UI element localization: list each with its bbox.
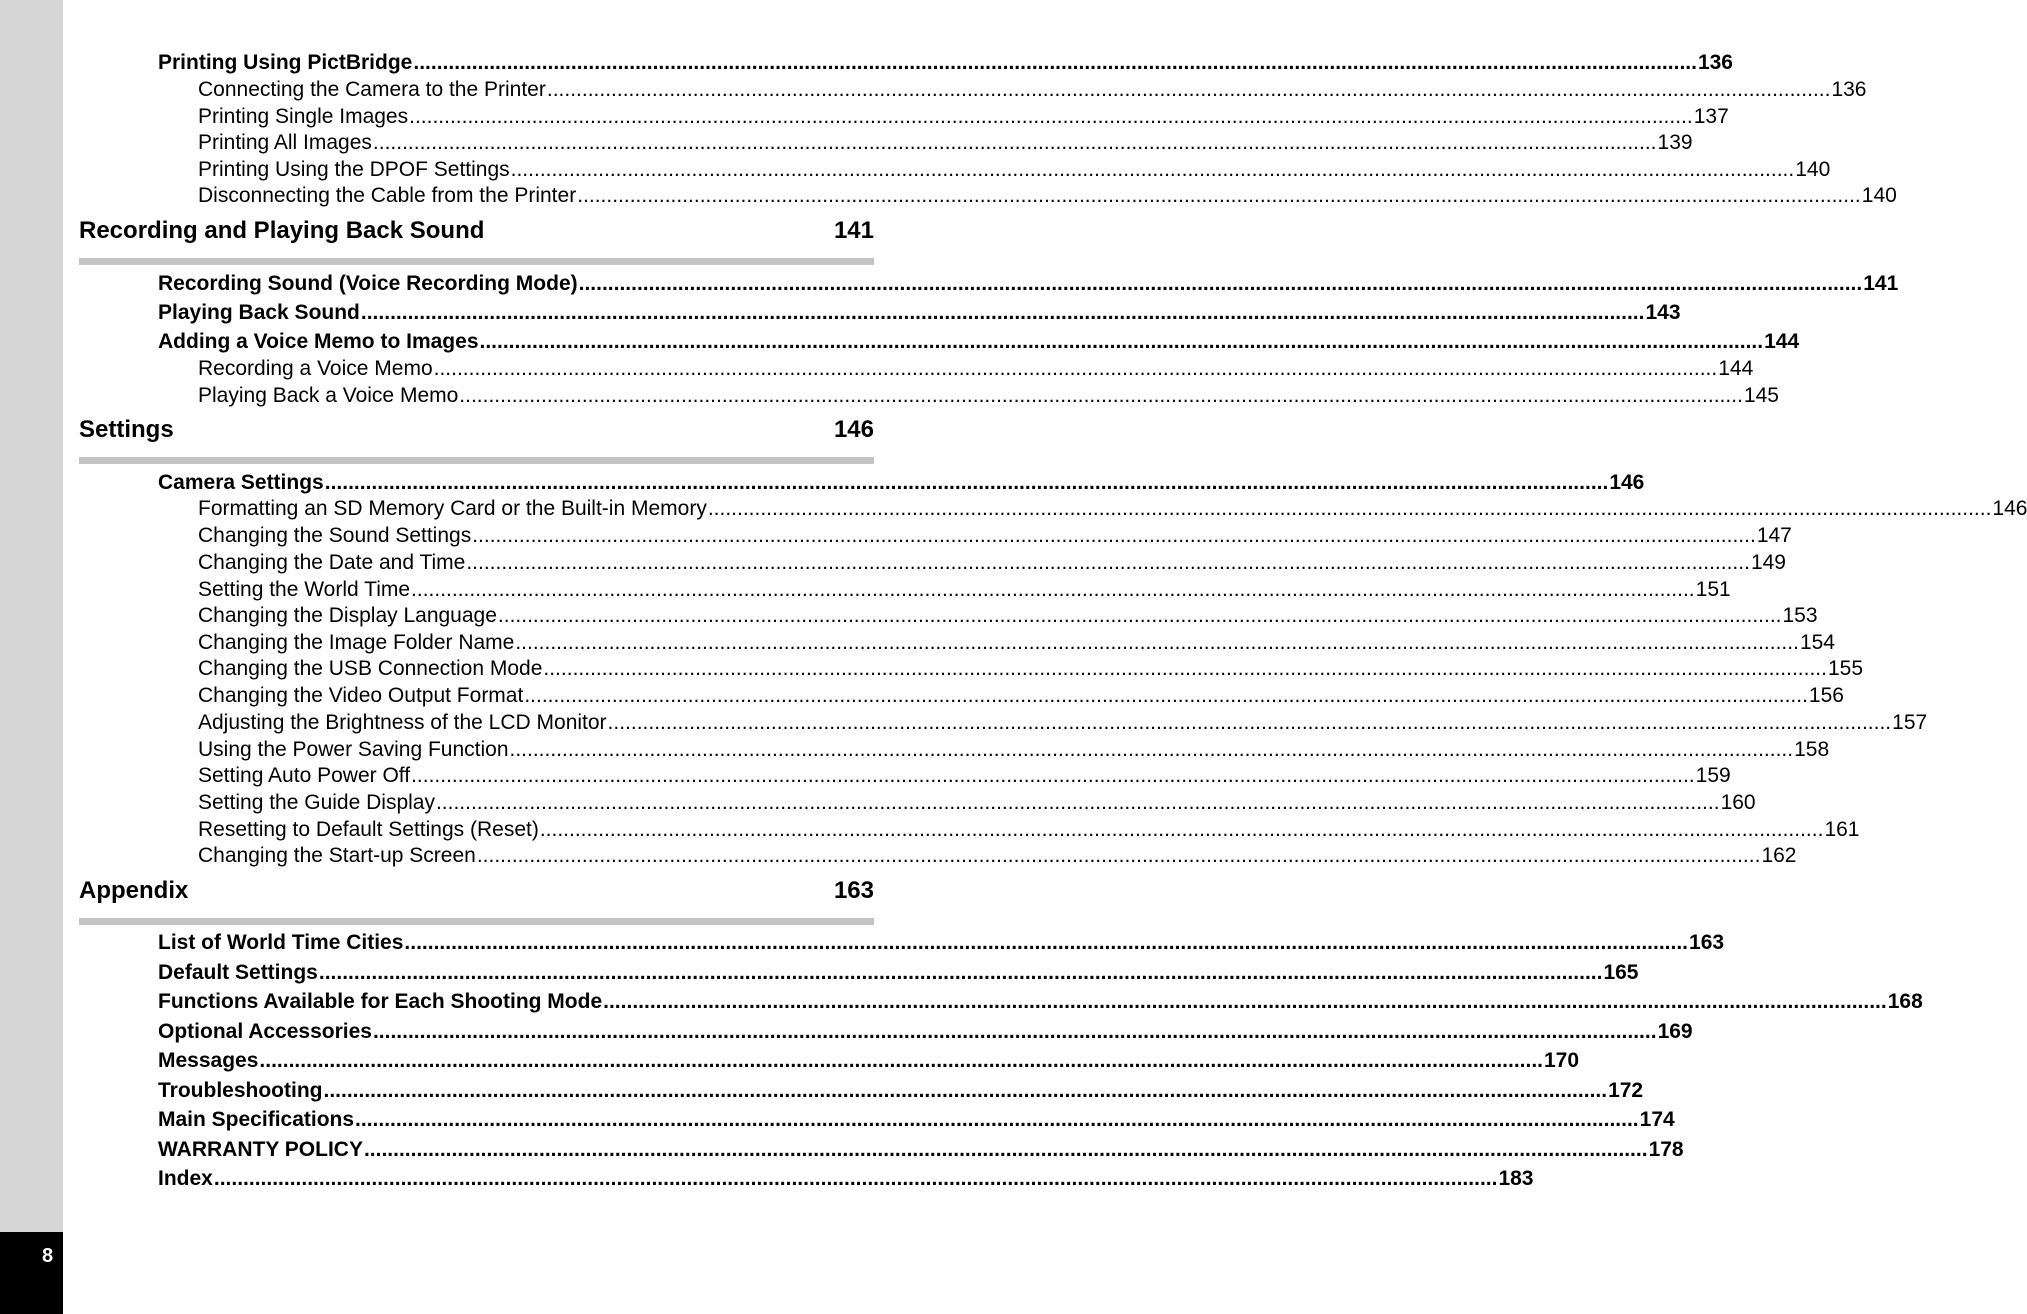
- dot-leader: ............................................................................................................................................................................................................................: [259, 1049, 1543, 1072]
- entry-page-number: 174: [1639, 1108, 1675, 1131]
- entry-title: Printing Using the DPOF Settings: [198, 158, 510, 181]
- entry-title: Recording Sound (Voice Recording Mode): [158, 272, 578, 295]
- toc-subentry[interactable]: [198, 630, 1835, 656]
- entry-page-number: 172: [1608, 1079, 1644, 1102]
- entry-page-number: 146: [1609, 471, 1645, 494]
- dot-leader: ............................................................................................................................................................................................................................: [318, 961, 1603, 984]
- entry-page-number: 156: [1808, 684, 1844, 707]
- section-title: Recording and Playing Back Sound: [79, 217, 485, 244]
- dot-leader: ............................................................................................................................................................................................................................: [524, 684, 1808, 707]
- entry-page-number: 169: [1657, 1020, 1693, 1043]
- entry-title: Disconnecting the Cable from the Printer: [198, 184, 577, 207]
- entry-title: Formatting an SD Memory Card or the Built-in Memory: [198, 497, 707, 520]
- dot-leader: ............................................................................................................................................................................................................................: [577, 184, 1861, 207]
- entry-page-number: 153: [1782, 604, 1818, 627]
- dot-leader: ............................................................................................................................................................................................................................: [363, 1138, 1648, 1161]
- entry-page-number: 170: [1544, 1049, 1580, 1072]
- toc-entry[interactable]: [158, 470, 1645, 496]
- entry-title: WARRANTY POLICY: [158, 1138, 363, 1161]
- dot-leader: ............................................................................................................................................................................................................................: [509, 738, 1794, 761]
- dot-leader: ............................................................................................................................................................................................................................: [411, 578, 1695, 601]
- dot-leader: ............................................................................................................................................................................................................................: [355, 1108, 1639, 1131]
- toc-entry[interactable]: [158, 989, 1923, 1015]
- entry-title: Default Settings: [158, 961, 318, 984]
- dot-leader: ............................................................................................................................................................................................................................: [603, 990, 1887, 1013]
- entry-title: Playing Back a Voice Memo: [198, 384, 459, 407]
- entry-page-number: 155: [1827, 657, 1864, 680]
- dot-leader: ............................................................................................................................................................................................................................: [372, 131, 1657, 154]
- dot-leader: ............................................................................................................................................................................................................................: [707, 497, 1992, 520]
- section-page-number: 146: [833, 416, 874, 443]
- entry-title: Using the Power Saving Function: [198, 738, 509, 761]
- dot-leader: ............................................................................................................................................................................................................................: [324, 471, 1609, 494]
- entry-page-number: 165: [1603, 961, 1639, 984]
- section-divider: [79, 258, 874, 265]
- entry-page-number: 149: [1750, 551, 1786, 574]
- toc-subentry[interactable]: [198, 843, 1797, 869]
- dot-leader: ............................................................................................................................................................................................................................: [411, 764, 1695, 787]
- entry-title: Connecting the Camera to the Printer: [198, 78, 546, 101]
- dot-leader: ............................................................................................................................................................................................................................: [607, 711, 1892, 734]
- entry-page-number: 141: [1863, 272, 1899, 295]
- toc-subentry[interactable]: [198, 77, 1867, 103]
- toc-subentry[interactable]: [198, 656, 1864, 682]
- entry-title: Changing the USB Connection Mode: [198, 657, 543, 680]
- toc-entry[interactable]: [158, 329, 1800, 355]
- toc-subentry[interactable]: [198, 356, 1754, 382]
- toc-subentry[interactable]: [198, 383, 1779, 409]
- entry-title: Printing Single Images: [198, 105, 409, 128]
- toc-subentry[interactable]: [198, 130, 1693, 156]
- entry-title: Resetting to Default Settings (Reset): [198, 818, 539, 841]
- entry-title: List of World Time Cities: [158, 931, 404, 954]
- section-divider: [79, 457, 874, 464]
- toc-subentry[interactable]: [198, 523, 1792, 549]
- toc-subentry[interactable]: [198, 603, 1818, 629]
- section-title: Settings: [79, 416, 174, 443]
- toc-subentry[interactable]: [198, 496, 2027, 522]
- entry-page-number: 168: [1887, 990, 1923, 1013]
- entry-page-number: 178: [1648, 1138, 1684, 1161]
- entry-page-number: 160: [1720, 791, 1756, 814]
- section-heading[interactable]: [79, 876, 874, 906]
- toc-entry[interactable]: [158, 1048, 1580, 1074]
- entry-title: Main Specifications: [158, 1108, 355, 1131]
- toc-entry[interactable]: [158, 1166, 1534, 1192]
- entry-title: Printing Using PictBridge: [158, 51, 413, 74]
- toc-entry[interactable]: [158, 1137, 1684, 1163]
- dot-leader: ............................................................................................................................................................................................................................: [413, 51, 1697, 74]
- entry-page-number: 157: [1892, 711, 1928, 734]
- toc-subentry[interactable]: [198, 157, 1831, 183]
- entry-title: Recording a Voice Memo: [198, 357, 433, 380]
- entry-title: Troubleshooting: [158, 1079, 323, 1102]
- dot-leader: ............................................................................................................................................................................................................................: [372, 1020, 1657, 1043]
- toc-entry[interactable]: [158, 1078, 1644, 1104]
- page-sidebar: [0, 0, 63, 1314]
- dot-leader: ............................................................................................................................................................................................................................: [539, 818, 1824, 841]
- dot-leader: ............................................................................................................................................................................................................................: [476, 844, 1761, 867]
- entry-page-number: 140: [1795, 158, 1831, 181]
- dot-leader: ............................................................................................................................................................................................................................: [479, 330, 1764, 353]
- toc-subentry[interactable]: [198, 550, 1786, 576]
- entry-title: Index: [158, 1167, 213, 1190]
- entry-title: Setting the World Time: [198, 578, 411, 601]
- dot-leader: ............................................................................................................................................................................................................................: [323, 1079, 1608, 1102]
- dot-leader: ............................................................................................................................................................................................................................: [409, 105, 1693, 128]
- entry-title: Setting Auto Power Off: [198, 764, 411, 787]
- dot-leader: ............................................................................................................................................................................................................................: [546, 78, 1831, 101]
- entry-page-number: 147: [1756, 524, 1792, 547]
- entry-page-number: 159: [1695, 764, 1731, 787]
- entry-title: Changing the Start-up Screen: [198, 844, 476, 867]
- toc-entry[interactable]: [158, 271, 1899, 297]
- entry-page-number: 146: [1992, 497, 2027, 520]
- toc-subentry[interactable]: [198, 104, 1729, 130]
- dot-leader: ............................................................................................................................................................................................................................: [497, 604, 1782, 627]
- entry-page-number: 139: [1657, 131, 1693, 154]
- dot-leader: ............................................................................................................................................................................................................................: [543, 657, 1827, 680]
- toc-entry[interactable]: [158, 1107, 1675, 1133]
- toc-entry[interactable]: [158, 930, 1725, 956]
- dot-leader: ............................................................................................................................................................................................................................: [466, 551, 1750, 574]
- section-page-number: 141: [833, 217, 874, 244]
- entry-title: Changing the Display Language: [198, 604, 497, 627]
- entry-title: Functions Available for Each Shooting Mode: [158, 990, 603, 1013]
- entry-title: Changing the Image Folder Name: [198, 631, 515, 654]
- entry-page-number: 144: [1718, 357, 1754, 380]
- toc-entry[interactable]: [158, 960, 1639, 986]
- toc-subentry[interactable]: [198, 183, 1897, 209]
- dot-leader: ............................................................................................................................................................................................................................: [435, 791, 1720, 814]
- entry-page-number: 143: [1645, 301, 1681, 324]
- section-heading[interactable]: [79, 415, 874, 445]
- toc-entry[interactable]: [158, 300, 1681, 326]
- entry-title: Playing Back Sound: [158, 301, 360, 324]
- toc-entry[interactable]: [158, 50, 1733, 76]
- entry-title: Optional Accessories: [158, 1020, 372, 1043]
- entry-title: Camera Settings: [158, 471, 324, 494]
- page-number-tab: [0, 1232, 63, 1314]
- toc-subentry[interactable]: [198, 577, 1731, 603]
- toc-subentry[interactable]: [198, 817, 1860, 843]
- entry-title: Changing the Video Output Format: [198, 684, 524, 707]
- dot-leader: ............................................................................................................................................................................................................................: [510, 158, 1795, 181]
- dot-leader: ............................................................................................................................................................................................................................: [578, 272, 1863, 295]
- entry-title: Setting the Guide Display: [198, 791, 435, 814]
- entry-page-number: 137: [1693, 105, 1729, 128]
- section-divider: [79, 918, 874, 925]
- entry-title: Printing All Images: [198, 131, 372, 154]
- entry-page-number: 183: [1498, 1167, 1534, 1190]
- entry-title: Changing the Sound Settings: [198, 524, 472, 547]
- entry-page-number: 162: [1761, 844, 1797, 867]
- entry-page-number: 145: [1743, 384, 1779, 407]
- entry-page-number: 140: [1861, 184, 1897, 207]
- entry-page-number: 136: [1697, 51, 1733, 74]
- dot-leader: ............................................................................................................................................................................................................................: [213, 1167, 1498, 1190]
- toc-subentry[interactable]: [198, 683, 1844, 709]
- dot-leader: ............................................................................................................................................................................................................................: [433, 357, 1718, 380]
- entry-title: Adjusting the Brightness of the LCD Monitor: [198, 711, 607, 734]
- entry-page-number: 144: [1764, 330, 1800, 353]
- section-page-number: 163: [833, 877, 874, 904]
- dot-leader: ............................................................................................................................................................................................................................: [459, 384, 1743, 407]
- dot-leader: ............................................................................................................................................................................................................................: [404, 931, 1689, 954]
- entry-page-number: 151: [1695, 578, 1731, 601]
- dot-leader: ............................................................................................................................................................................................................................: [472, 524, 1756, 547]
- entry-title: Messages: [158, 1049, 259, 1072]
- toc-entry[interactable]: [158, 1019, 1693, 1045]
- entry-title: Changing the Date and Time: [198, 551, 466, 574]
- toc-subentry[interactable]: [198, 737, 1830, 763]
- entry-title: Adding a Voice Memo to Images: [158, 330, 479, 353]
- dot-leader: ............................................................................................................................................................................................................................: [515, 631, 1799, 654]
- section-title: Appendix: [79, 877, 189, 904]
- entry-page-number: 154: [1799, 631, 1835, 654]
- toc-subentry[interactable]: [198, 763, 1731, 789]
- entry-page-number: 161: [1824, 818, 1860, 841]
- entry-page-number: 158: [1794, 738, 1830, 761]
- entry-page-number: 163: [1689, 931, 1725, 954]
- dot-leader: ............................................................................................................................................................................................................................: [360, 301, 1645, 324]
- section-heading[interactable]: [79, 216, 874, 246]
- toc-subentry[interactable]: [198, 790, 1756, 816]
- page-number: 8: [42, 1245, 54, 1267]
- toc-subentry[interactable]: [198, 710, 1928, 736]
- entry-page-number: 136: [1831, 78, 1867, 101]
